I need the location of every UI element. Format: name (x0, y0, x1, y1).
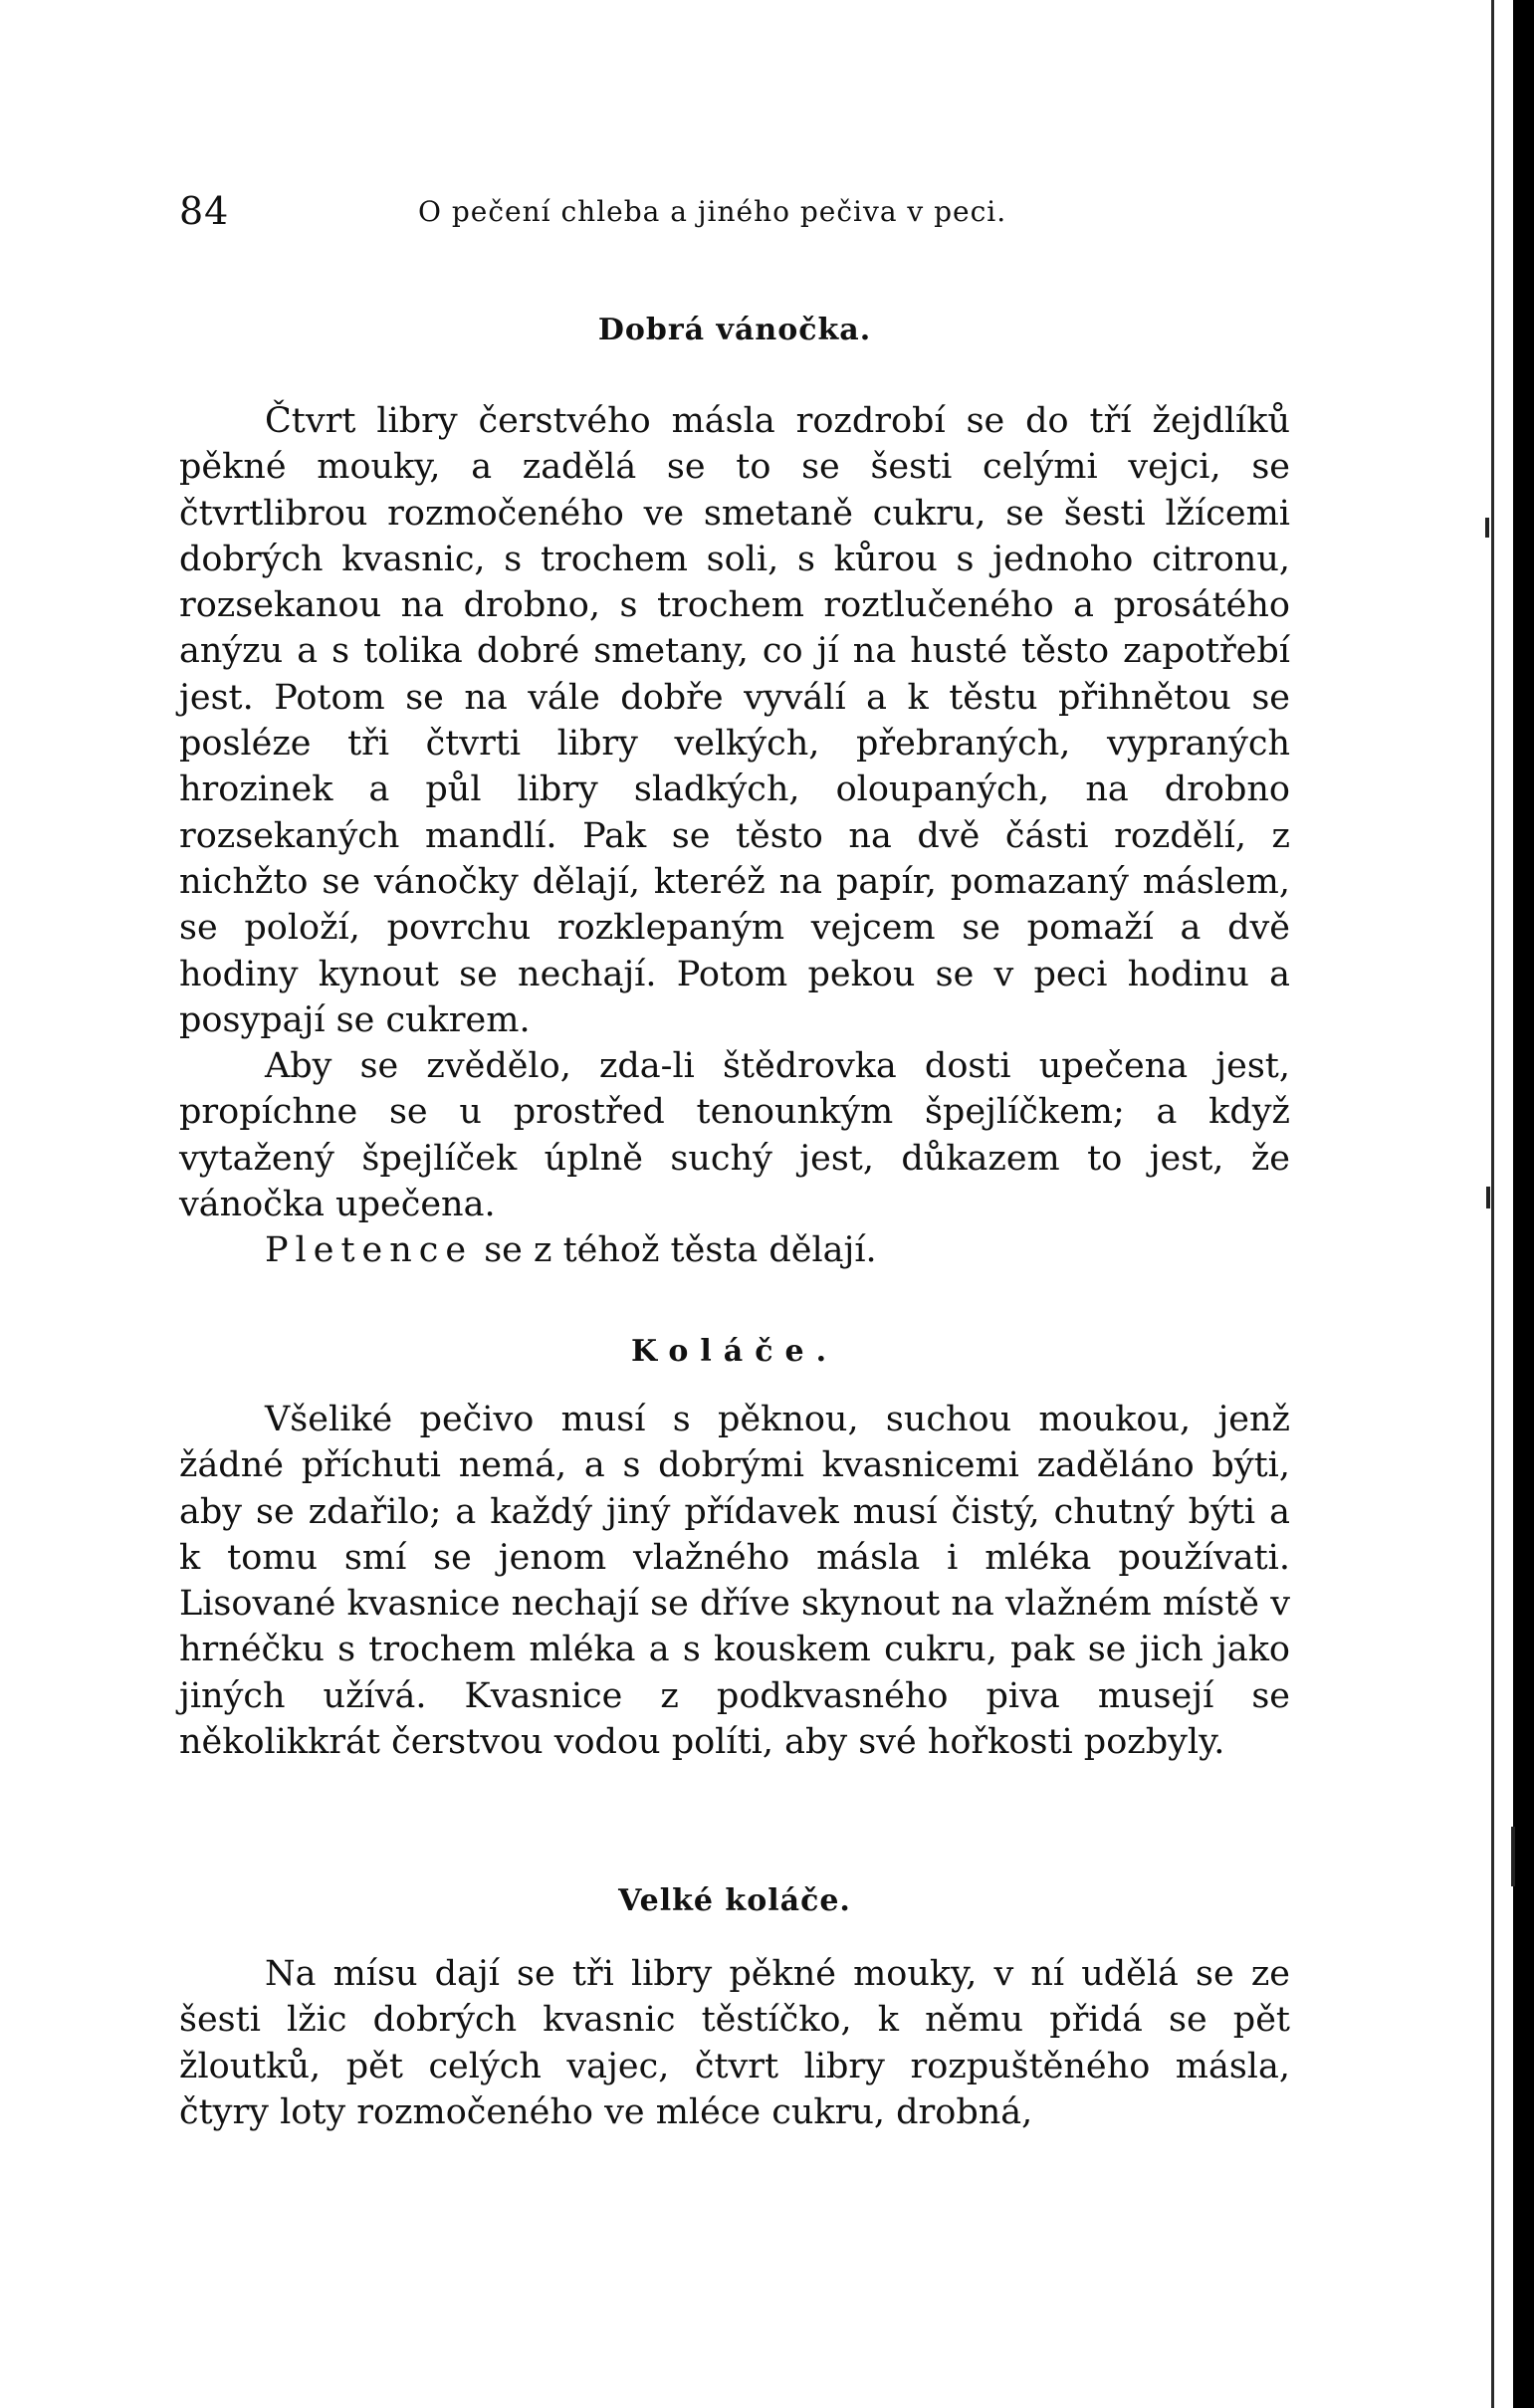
spaced-word: Pletence (265, 1230, 474, 1271)
paragraph: Všeliké pečivo musí s pěknou, suchou moukou, jenž žádné příchuti nemá, a s dobrými kvasnicemi zaděláno býti, aby se zdařilo; a každý jiný přídavek musí čistý, chutný býti a k tomu smí se jenom vlažného másla i mléka používati. Lisované kvasnice nechají se dříve skynout na vlažném místě v hrnéčku s trochem mléka a s kouskem cukru, pak se jich jako jiných užívá. Kvasnice z podkvasného piva musejí se několikkrát čerstvou vodou políti, aby své hořkosti pozbyly. (179, 1400, 1290, 1763)
paragraph: Čtvrt libry čerstvého másla rozdrobí se do tří žejdlíků pěkné mouky, a zadělá se to se šesti celými vejci, se čtvrtlibrou rozmočeného ve smetaně cukru, se šesti lžícemi dobrých kvasnic, s trochem soli, s kůrou s jednoho citronu, rozsekanou na drobno, s trochem roztlučeného a prosátého anýzu a s tolika dobré smetany, co jí na husté těsto zapotřebí jest. Potom se na vále dobře vyválí a k těstu přihnětou se posléze tři čtvrti libry velkých, přebraných, vypraných hrozinek a půl libry sladkých, oloupaných, na drobno rozsekaných mandlí. Pak se těsto na dvě části rozdělí, z nichžto se vánočky dělají, kteréž na papír, pomazaný máslem, se položí, povrchu rozklepaným vejcem se pomaží a dvě hodiny kynout se nechají. Potom pekou se v peci hodinu a posypají se cukrem. (179, 401, 1290, 1040)
paragraph: Aby se zvědělo, zda-li štědrovka dosti upečena jest, propíchne se u prostřed tenounkým špejlíčkem; a když vytažený špejlíček úplně suchý jest, důkazem to jest, že vánočka upečena. (179, 1046, 1290, 1225)
section-body (179, 1397, 1290, 1765)
running-head (179, 189, 1055, 233)
section-heading: Koláče. (630, 1334, 839, 1369)
edge-mark (1511, 1827, 1515, 1886)
page-number: 84 (179, 189, 230, 233)
section-body (179, 1951, 1290, 2135)
paragraph (179, 1227, 1290, 1273)
section-body (179, 398, 1290, 1274)
paragraph-rest: se z téhož těsta dělají. (473, 1230, 877, 1271)
edge-mark (1486, 1187, 1490, 1208)
page-edge-line (1491, 0, 1494, 2408)
edge-mark (1485, 518, 1489, 538)
paragraph: Na mísu dají se tři libry pěkné mouky, v ní udělá se ze šesti lžic dobrých kvasnic těstíčko, k němu přidá se pět žloutků, pět celých vajec, čtvrt libry rozpuštěného másla, čtyry loty rozmočeného ve mléce cukru, drobná, (179, 1954, 1290, 2132)
running-title: O pečení chleba a jiného pečiva v peci. (418, 195, 1007, 228)
section-heading: Velké koláče. (618, 1883, 851, 1918)
section-heading: Dobrá vánočka. (597, 313, 872, 347)
